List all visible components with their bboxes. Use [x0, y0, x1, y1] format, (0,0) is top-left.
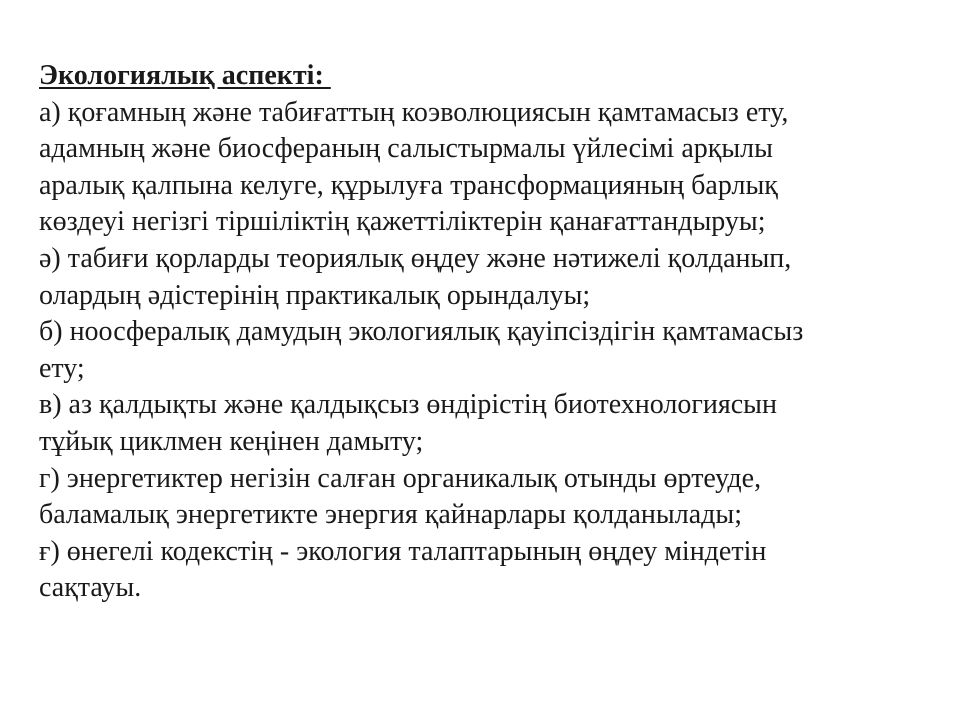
text-line: ғ) өнегелі кодекстің - экология талаптарының өңдеу міндетін: [39, 535, 767, 567]
text-line: а) қоғамның және табиғаттың коэволюциясын қамтамасыз ету,: [39, 96, 789, 128]
text-line: адамның және биосфераның салыстырмалы үйлесімі арқылы: [39, 133, 773, 165]
text-line: тұйық циклмен кеңінен дамыту;: [39, 425, 424, 457]
text-line: баламалық энергетикте энергия қайнарлары қолданылады;: [39, 499, 742, 531]
text-line: көздеуі негізгі тіршіліктің қажеттіліктерін қанағаттандыруы;: [39, 206, 766, 238]
text-line: сақтауы.: [39, 572, 142, 604]
text-line: б) ноосфералық дамудың экологиялық қауіпсіздігін қамтамасыз: [39, 316, 804, 348]
text-line: олардың әдістерінің практикалық орындалуы;: [39, 279, 591, 311]
text-line: в) аз қалдықты және қалдықсыз өндірістің биотехнологиясын: [39, 389, 777, 421]
text-line: ету;: [39, 352, 85, 384]
text-line: аралық қалпына келуге, құрылуға трансформацияның барлық: [39, 169, 778, 201]
text-block: [39, 58, 929, 607]
text-line: ә) табиғи қорларды теориялық өңдеу және нәтижелі қолданып,: [39, 242, 792, 274]
text-line: г) энергетиктер негізін салған органикалық отынды өртеуде,: [39, 462, 762, 494]
section-heading: Экологиялық аспекті:: [39, 60, 331, 91]
